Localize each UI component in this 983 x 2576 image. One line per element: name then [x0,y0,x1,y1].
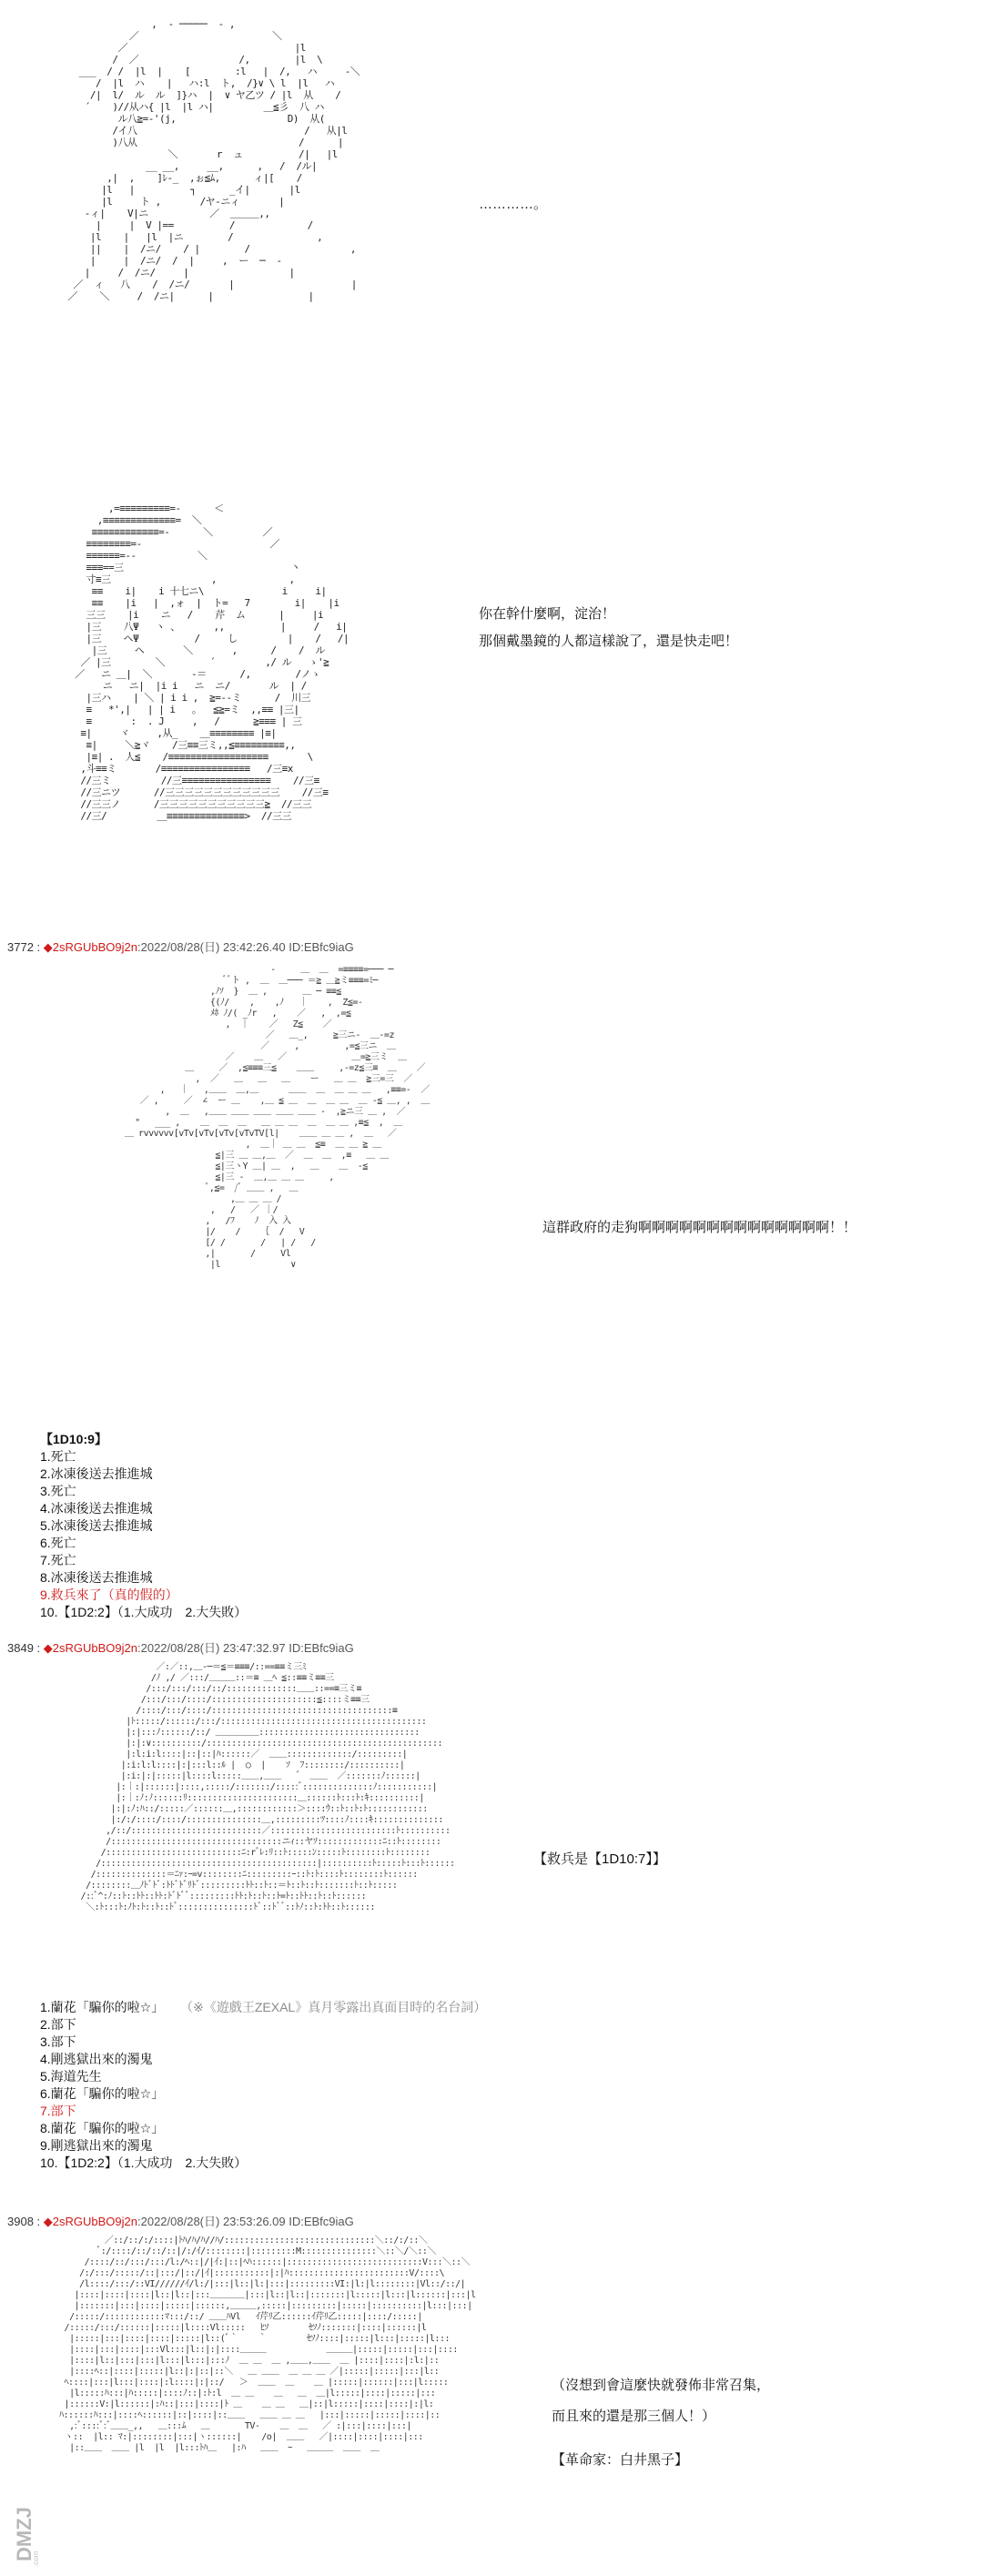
post-number: 3908 : [7,2215,41,2228]
post-header-3849 [7,1638,354,1656]
thought-line-2: 而且來的還是那三個人！） [552,2409,716,2424]
list-item: 8.蘭花「騙你的啦☆」 [40,2121,165,2135]
list-item: 6.蘭花「騙你的啦☆」 [40,2086,165,2101]
ascii-art-silhouette: ／:／::,＿-─＝≦＝≡≡≡/::==≡≡ミ三ﾐ /ﾉ ,/ ／:::/＿＿＿::＝≡ ＿ﾍ ≦::≡≡ミ≡≡三 /:::/:::/:::/::/::::::::::::::＿＿::==≡三ミ≡ /:::/:::/::::/:::::::::::::::::::::≦::::ミ≡≡三 /::::/:::/::::/::::::::::::::::::::::::::::::::::::≡ |ﾄ:::::/::::::/:::/::::::::::::::::::::::::::::::::::::::::: |:|:::ﾉ::::::/::/ ＿＿＿＿＿:::::::::::::::::::::::::::::::: |:|:∨::::::::::/::::::::::::::::::::::::::::::::::::::::::::::: |:l:i:l::::|::|::|ﾊ::::::／ ＿＿:::::::::::::/:::::::::| |:i:l:l::::|:|:::l::ﾙ | ○ | ｿ ﾌ::::::::/::::::::::| |:i:|:|:::::|l::::l:::::＿＿,＿＿ ゛ ＿＿ ／:::::::ﾉ::::::| |:｜:|::::::|::::,:::::/:::::::/:::::ﾞ::::::::::::::ﾉ:::::::::::| |:｜:ﾉ:ﾉ::::::ﾘ::::::::::::::::::::::＿::::::ﾄ:::ﾄ:ｷ::::::::::| |:|:ﾉ:ﾊ::/:::::／::::::＿,::::::::::::＞::::ｳ::ﾄ::ﾄ:ﾄ:::::::::::: |:/:/::::/::::/:::::::::::::::＿,:::::::::ﾂ::::ﾉ::::ｷ:::::::::::::: ,/::/::::::::::::::::::::::::::／:::::::::::::::::::::::::ﾄ:::::::::: /::::::::::::::::::::::::::::::::::ニｨ::ヤｿ:::::::::::::ﾆ::ﾄ:::::::: /:::::::::::::::::::::::::::ﾆ:rﾞﾚ:ﾘ::ﾄ:::::ﾝ:::::ﾄ::::::::ﾄ:::::::: /:::::::::::::::::::::::::::::::::::::::::::|::::::::::ﾄ:::::ﾄ:::ﾄ:::::: /::::::::::::::＝ﾆｧ:ｰ=v::::::::ﾆ:::::::::ｰ::ﾄ:ﾄ::::ﾄ::::::::ﾄ:::::: /::::::::＿ﾉﾄﾞﾄﾞ:ﾄﾄﾞﾄﾞﾘﾄﾞ:::::::::ﾄﾄ::ﾄ::＝ﾄ::ﾄ::ﾄ:::::::ﾄ::ﾄ::::: /::ﾞ^:ﾉ::ﾄ::ﾄﾄ::ﾄﾄ:ﾄﾞﾄﾞﾞ:::::::::ﾄﾄ:ﾄ::ﾄ::ﾄ=ﾄ::ﾄﾄ::ﾄ::ﾄ:::::: ＼:ﾄ:::ﾄ:ﾉﾄ:ﾄ::ﾄ::ﾄﾞ:::::::::::::::ﾄﾞ::ﾄﾞﾞ::ﾄﾉ::ﾄ:ﾄﾄ::ﾄ:::::: [80,1662,455,1912]
ascii-art-ice-attack: - ＿ ＿ =≡≡≡≡=─── ─ ﾞﾞト , ＿ ＿─── ＝≧ ＿≧ミ≡≡≡=ﾐ─ ,ﾉｿ } ＿ , ＿ ─ ≡≡≦ {(ﾉ/ , ,ﾉ ｜ , Z≦=- ﾒﾎ ﾉ/( _ﾉr , ／ , ,=≦ , ｜ ／ Z≦ ／ ／ ＿_, ≧三ニ- ＿-=z ／ , ,=≦三ニ ＿ ／ ＿ ／ ＿=≧三ミ ＿ ＿ ／ ,≦≡≡≡三≦ ＿＿ ,-=z≦三≡ ＿ ／ , ／ ＿ ＿ ＿ ー ＿ ＿ ≧三=三 ／ , ｜ ,＿＿ ＿,＿ ＿＿ ＿ ＿ ＿ ＿ ,≡≡=- ／ ／ , ／ ∠ ー ＿ ,＿ ≦ ＿ ＿ ＿ ＿ ＿ -≦ ＿, , ＿ , ＿ ,＿＿ ＿＿ ＿＿ ＿＿ ＿＿ - ,≧ニ三 ＿ , ／ " ___ , ＿ ＿ ＿ ＿ ＿ ＿ ＿ ＿ ＿ ,≡≦ , ＿ ＿ rvvvvvv[vTv[vTv[vTv[vTvTV[l| ＿＿ ＿ ＿ , ＿ ／ , ＿｜ ＿ ＿ ≦≡ ＿ ＿ ≧ ＿ ≦|三 ＿ ＿,＿ ／ ＿ ＿ ,≡ ＿ ＿ ≦|三ヽY ＿| ＿ , ＿ ＿ -≦ ≦|三 - ＿,＿ ＿ ＿ , ﾞ,≦= /ﾞ ＿＿ , ＿ ,＿ ＿ ＿ / , / ／ ｜/ , /ﾌ ﾉ 入 入 |/ / ｛ / V [/ / / | / / ,| / Vl |l ∨ [125,965,430,1270]
speech-reinforcement: 【救兵是【1D10:7】】 [533,1851,666,1867]
post-number: 3849 : [7,1641,41,1655]
caption-revolutionary: 【革命家：白井黑子】 [552,2452,689,2468]
poster-trip[interactable]: 2sRGUbBO9j2n [52,2215,137,2228]
thought-line-1: （沒想到會這麼快就發佈非常召集， [552,2378,771,2393]
post-number: 3772 : [7,940,41,954]
ascii-art-figure-2: ,=≡≡≡≡≡≡≡≡≡=- ＜ ,≡≡≡≡≡≡≡≡≡≡≡≡≡= ＼ ≡≡≡≡≡≡≡≡≡≡≡≡=- ＼ ／ ≡≡≡≡≡≡≡≡=- ／ ≡≡≡≡≡≡=-- ＼ ≡≡≡==三 丶 寸≡三 , , ≡≡ i| i 十七ニ\ i i| ≡≡ |i | ,ォ | ト= 7 i| |i 三三 |i ニ / 芹 ム | |i |三 八Ψ ヽ 、 ,, | / i| |三 ヘΨ / し | / /| |三 ヘ ＼ , / / ル ／ |三 ＼ ´ ,/ ル ゝ'≧ ／ ニ ＿| ＼ ‐＝ /, /ノゝ ニ ニ| |i i ニ ニ/ ル | / |三ハ | ＼ | i i , ≧=-‐ミ / 川三 ≡ *',| | | i ｡ ≦≧=ミ ,,≡≡ |三| ≡ : . J , / ≧≡≡≡ | 三 ≡| ヾ ,从_ ＿≡≡≡≡≡≡≡≡ |≡| ≡| ＼≧ヾ /三≡≡三ミ,,≦≡≡≡≡≡≡≡≡≡,, |≡| . 人≦ /≡≡≡≡≡≡≡≡≡≡≡≡≡≡≡≡≡≡ \ ,斗≡≡ミ /≡≡≡≡≡≡≡≡≡≡≡≡≡≡≡≡ /三≡x //三ミ //三≡≡≡≡≡≡≡≡≡≡≡≡≡≡≡≡ //三≡ //三ニツ //三三三三三三三三三三三三 //三≡ //三三ノ /三三三三三三三三三三三≧ //三三 //三/ ＿≡≡≡≡≡≡≡≡≡≡≡≡≡≡> //三三 [75,502,350,822]
speech-line-2: 那個戴墨鏡的人都這樣說了，還是快走吧！ [479,634,739,649]
poster-trip[interactable]: 2sRGUbBO9j2n [52,1641,137,1655]
list-item: 2.部下 [40,2017,76,2032]
speech-line-1: 你在幹什麼啊，淀治！ [479,606,616,622]
trip-diamond-icon: ◆ [43,2215,53,2228]
dice-list-1 [40,1431,247,1621]
list-item: 1.蘭花「騙你的啦☆」 [40,2000,165,2014]
list-title: 【1D10:9】 [40,1432,107,1446]
list-item: 4.冰凍後送去推進城 [40,1501,153,1516]
speech-ellipsis: …………。 [479,197,548,212]
ascii-art-kuroko: ／::/::/:/::::|ﾄﾊ/ﾊ/ﾊ//ﾊ/::::::::::::::::::::::::::::::＼::/:/::＼ ﾞ:/::::/::/::/::|/:/ｲ/::::::::|:::::::::M:::::::::::::::＼::＼/＼::＼ /::::/::/:::/:::/l:/ﾍ::|/|ｲ:|::|ﾍﾊ::::::|:::::::::::::::::::::::::::V:::＼::＼ /:/:::/:::::/::|:::/|::/|ｲ|:::::::::::|:|ﾊ::::::::::::::::::::::::V/::::\ /l::::/:::/::VI//////ｲ/l:/|:::|l::|l:|:::|:::::::::VI:|l:|l::::::::|Vl::/::/| |::::|::::|::::|l::|l::|:::＿＿＿＿|:::|l::|l::|:::::::|l:::::|l:::|l::::::|:::|l |:::::::|:::|::::|:::::|::::::,＿＿＿,:::::|:::::::::|:::::|::::::::::|l:::|:::| /:::::/::::::::::::ﾏ:::/::/ ＿＿ﾊVl ｲ芹ﾘ乙::::::ｲ芹ﾘ乙:::::|::::/:::::| /:::::/:::/::::::|:::::|l::::Vl::::: ﾋｿ ｾｿﾉ:::::::|::::|::::::|l |:::::|:::|::::|::::|:::::|l::(ﾞ｀ ｀ ｾｿﾉ::::|:::::|l:::|:::::|l::: |::::|:::|::::|:::Vl:::|l::|:|::::＿＿＿ ＿＿＿|:::::|:::::|:::|:::: |::::|l::|:::|:::|l:::|l:::|:::ﾉ ＿ ＿ ＿ ,＿＿,＿＿ ＿ |::::|::::|:l:|:: |::::ﾍ::|::::|:::::|l::|:|::|::＼ ＿ ＿＿ ＿ ＿ ＿ ／|:::::|:::::|:::|l:: ﾍ::::|:::|l:::|::::|:l::::|:|::/ ＞ ＿＿ ＿ ＿ |:::::|::::::|:::|l::::: |l:::::ﾊ:::|ﾊ:::::|::::ﾉ::|:ﾄ:l ＿ ＿ ＿ ＿ ＿|l:::::|::::|:::::|::: |::::::V:|l::::::|:ﾊ::|:::|::::|ﾄ ＿ ＿ ＿ ＿|::|l:::::|::::|::::|:|l: ﾊ::::::ﾊ:::|::::ﾍ::::::|::|::::|::＿＿ ＿＿ ＿ ＿ |:::|:::::|:::::|::::|:: ,:ﾞ::::ﾞ:ﾞ＿＿_,, ＿:::ﾑ ＿ TV- ＿ ＿ ／ :|:::|::::|:::| ヽ:: |l:: ﾏ:|::::::::|:::|ヽ::::::| /o| ＿＿ ／|::::|::::|::::|::: |::＿＿ ＿＿ |l |l |l:::ﾄﾊ＿ |:ﾊ ＿＿ ｰ ＿＿＿ ＿＿ ＿ [59,2236,476,2453]
list-item: 3.部下 [40,2034,76,2049]
list-item-last: 10.【1D2:2】（1.大成功 2.大失敗） [40,2155,248,2170]
list-item-with-note [40,1999,486,2016]
list-item: 7.死亡 [40,1553,76,1567]
post-header-3772 [7,938,354,955]
dmzj-watermark-logo [5,2489,42,2571]
list-item: 1.死亡 [40,1449,76,1464]
trip-diamond-icon: ◆ [43,1641,53,1655]
post-meta: :2022/08/28(日) 23:47:32.97 ID:EBfc9iaG [137,1641,354,1655]
list-item: 9.剛逃獄出來的濁鬼 [40,2138,153,2153]
post-header-3908 [7,2212,354,2229]
list-note: （※《遊戲王ZEXAL》真月零露出真面目時的名台詞） [180,2000,487,2014]
dice-list-2 [40,1999,486,2172]
watermark-text: DMZJ [13,2507,35,2561]
list-item-last: 10.【1D2:2】（1.大成功 2.大失敗） [40,1605,248,1619]
poster-trip[interactable]: 2sRGUbBO9j2n [52,940,137,954]
post-meta: :2022/08/28(日) 23:53:26.09 ID:EBfc9iaG [137,2215,354,2228]
list-item: 6.死亡 [40,1536,76,1550]
list-item: 2.冰凍後送去推進城 [40,1466,153,1481]
list-item-highlight: 7.部下 [40,2104,76,2118]
list-item: 8.冰凍後送去推進城 [40,1570,153,1585]
list-item: 5.海道先生 [40,2069,102,2084]
speech-shout: 這群政府的走狗啊啊啊啊啊啊啊啊啊啊啊啊啊啊！！ [542,1220,857,1235]
watermark-sub: .com [32,2551,40,2567]
trip-diamond-icon: ◆ [43,940,53,954]
list-item-highlight: 9.救兵來了（真的假的） [40,1587,178,1602]
ascii-art-figure-1: , ‐ ───── ‐ , ／ ＼ ／ |l / ／ /, |l \ ___ / / |l | [ :l | /, ハ ‐＼ / |l ハ | ハ:l ト, /}∨ \ l |l ハ /| l/ ル ル ]}ハ | ∨ ヤ乙ツ / |l 从 / ´ )//从ハ{ |l |l ハ| ＿≦彡 八 ハ ル八≧=-'(j, D) 从( /イ八 / 从|l )八从 / | ＼ r ュ /| |l __ __, __, , / /ル| ,| , ]ﾚ‐_ ,ぉ≦ﾑ, ィ|[ / |l | ┐ _イ| |l |l ト , /ヤ‐ニィ | ‐ィ| V|ニ ／ ＿＿＿,, | | V |== / / |l | |l |ニ / , || | /ニ/ / | / , | | /ニ/ / | , ー ─ ‐ | / /ニ/ | | ／ ィ 八 / /ニ/ | | ／ ＼ / /ニ| | | [67,18,360,302]
list-item: 4.剛逃獄出來的濁鬼 [40,2052,153,2066]
post-meta: :2022/08/28(日) 23:42:26.40 ID:EBfc9iaG [137,940,354,954]
list-item: 5.冰凍後送去推進城 [40,1518,153,1533]
list-item: 3.死亡 [40,1484,76,1498]
